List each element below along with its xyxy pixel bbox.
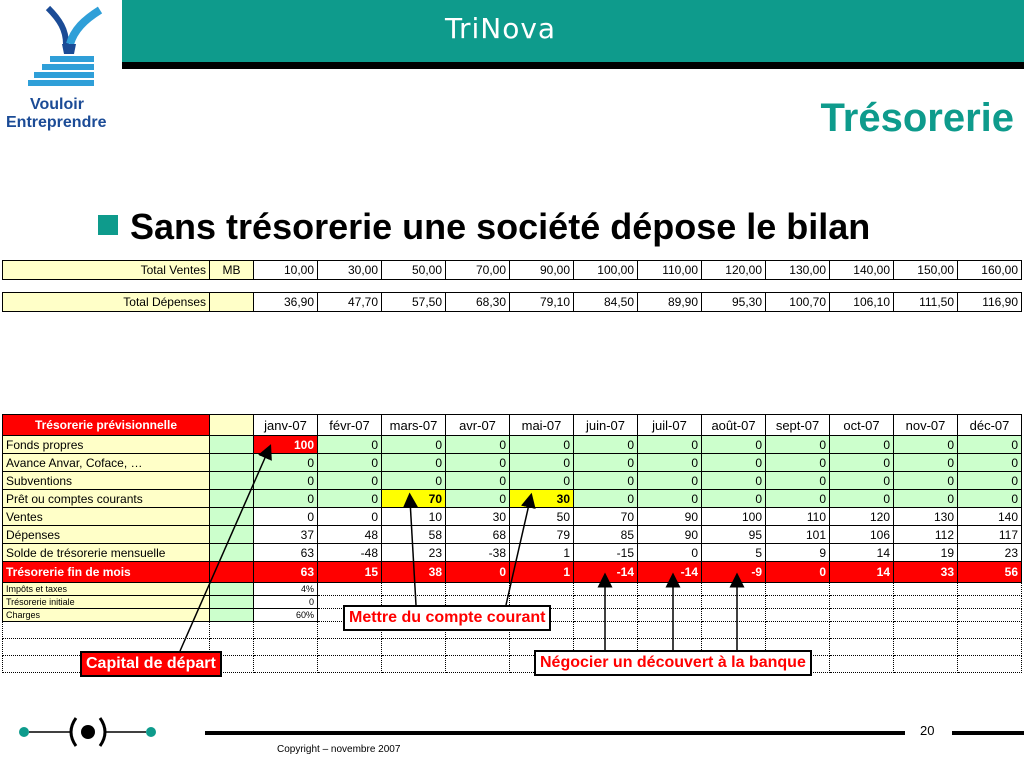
- unit-cell: [210, 293, 254, 312]
- param-value: 60%: [254, 609, 318, 622]
- value-cell: -9: [702, 562, 766, 583]
- row-label: Trésorerie fin de mois: [3, 562, 210, 583]
- value-cell: 37: [254, 526, 318, 544]
- empty-cell: [574, 622, 638, 639]
- logo-line2: Entreprendre: [6, 114, 107, 131]
- input-cell: [210, 583, 254, 596]
- value-cell: 0: [702, 454, 766, 472]
- param-label: Impôts et taxes: [3, 583, 210, 596]
- cell: 106,10: [830, 293, 894, 312]
- empty-cell: [958, 639, 1022, 656]
- value-cell: 0: [894, 436, 958, 454]
- value-cell: 0: [254, 508, 318, 526]
- value-cell: 0: [638, 472, 702, 490]
- table-row: [3, 508, 1022, 526]
- square-bullet-icon: [98, 215, 118, 235]
- value-cell: 112: [894, 526, 958, 544]
- month-header: déc-07: [958, 415, 1022, 436]
- value-cell: 70: [382, 490, 446, 508]
- value-cell: 0: [318, 490, 382, 508]
- value-cell: 0: [382, 454, 446, 472]
- value-cell: 100: [254, 436, 318, 454]
- empty-cell: [894, 656, 958, 673]
- value-cell: 68: [446, 526, 510, 544]
- empty-cell: [254, 656, 318, 673]
- value-cell: 1: [510, 562, 574, 583]
- value-cell: 48: [318, 526, 382, 544]
- empty-cell: [958, 609, 1022, 622]
- header-divider: [122, 62, 1024, 69]
- value-cell: 19: [894, 544, 958, 562]
- value-cell: 0: [638, 490, 702, 508]
- value-cell: 0: [318, 436, 382, 454]
- empty-cell: [254, 639, 318, 656]
- value-cell: 23: [958, 544, 1022, 562]
- empty-cell: [766, 596, 830, 609]
- value-cell: 101: [766, 526, 830, 544]
- month-header: oct-07: [830, 415, 894, 436]
- value-cell: 50: [510, 508, 574, 526]
- param-label: Trésorerie initiale: [3, 596, 210, 609]
- row-label: Ventes: [3, 508, 210, 526]
- slide-title: Trésorerie: [820, 96, 1014, 140]
- empty-cell: [830, 656, 894, 673]
- value-cell: 0: [574, 436, 638, 454]
- empty-cell: [894, 609, 958, 622]
- month-header: févr-07: [318, 415, 382, 436]
- header-bar: [122, 0, 1024, 62]
- value-cell: 0: [446, 562, 510, 583]
- brand-name: TriNova: [445, 12, 557, 45]
- value-cell: -48: [318, 544, 382, 562]
- cell: 68,30: [446, 293, 510, 312]
- value-cell: 56: [958, 562, 1022, 583]
- empty-cell: [894, 583, 958, 596]
- summary-table: [2, 260, 1022, 280]
- value-cell: 0: [958, 472, 1022, 490]
- value-cell: -14: [638, 562, 702, 583]
- empty-cell: [574, 609, 638, 622]
- value-cell: 0: [638, 454, 702, 472]
- table-row: [3, 490, 1022, 508]
- cell: 84,50: [574, 293, 638, 312]
- value-cell: 0: [510, 454, 574, 472]
- footer-divider: [205, 731, 905, 735]
- callout-compte-courant: Mettre du compte courant: [343, 605, 551, 631]
- value-cell: 130: [894, 508, 958, 526]
- row-label: Subventions: [3, 472, 210, 490]
- value-cell: 33: [894, 562, 958, 583]
- value-cell: 5: [702, 544, 766, 562]
- empty-cell: [382, 639, 446, 656]
- footer-divider-right: [952, 731, 1024, 735]
- value-cell: 23: [382, 544, 446, 562]
- value-cell: 0: [254, 490, 318, 508]
- value-cell: 0: [382, 472, 446, 490]
- value-cell: 117: [958, 526, 1022, 544]
- empty-cell: [702, 622, 766, 639]
- cell: 50,00: [382, 261, 446, 280]
- table-title: Trésorerie prévisionnelle: [3, 415, 210, 436]
- input-cell: [210, 454, 254, 472]
- value-cell: 90: [638, 508, 702, 526]
- value-cell: 0: [702, 436, 766, 454]
- empty-cell: [958, 622, 1022, 639]
- value-cell: 0: [894, 490, 958, 508]
- row-label: Total Dépenses: [3, 293, 210, 312]
- empty-cell: [638, 583, 702, 596]
- row-label: Total Ventes: [3, 261, 210, 280]
- value-cell: 0: [958, 490, 1022, 508]
- value-cell: 0: [638, 436, 702, 454]
- value-cell: 58: [382, 526, 446, 544]
- empty-cell: [830, 609, 894, 622]
- table-row: [3, 526, 1022, 544]
- cell: 116,90: [958, 293, 1022, 312]
- empty-cell: [638, 622, 702, 639]
- empty-cell: [702, 596, 766, 609]
- cash-forecast-table: [2, 414, 1022, 673]
- empty-cell: [958, 656, 1022, 673]
- value-cell: -14: [574, 562, 638, 583]
- param-value: 0: [254, 596, 318, 609]
- value-cell: 0: [766, 436, 830, 454]
- month-header: janv-07: [254, 415, 318, 436]
- value-cell: 0: [958, 454, 1022, 472]
- cell: 111,50: [894, 293, 958, 312]
- copyright: Copyright – novembre 2007: [277, 744, 401, 755]
- value-cell: 0: [574, 472, 638, 490]
- empty-cell: [894, 622, 958, 639]
- value-cell: 0: [830, 490, 894, 508]
- value-cell: 0: [510, 472, 574, 490]
- value-cell: 0: [766, 562, 830, 583]
- row-label: Avance Anvar, Coface, …: [3, 454, 210, 472]
- value-cell: 0: [446, 454, 510, 472]
- value-cell: 0: [830, 472, 894, 490]
- value-cell: 0: [702, 472, 766, 490]
- month-header: avr-07: [446, 415, 510, 436]
- cell: 150,00: [894, 261, 958, 280]
- empty-cell: [382, 656, 446, 673]
- value-cell: 90: [638, 526, 702, 544]
- header-blank: [210, 415, 254, 436]
- empty-cell: [446, 583, 510, 596]
- empty-cell: [894, 639, 958, 656]
- cell: 100,70: [766, 293, 830, 312]
- cell: 79,10: [510, 293, 574, 312]
- cell: 89,90: [638, 293, 702, 312]
- empty-cell: [958, 583, 1022, 596]
- empty-cell: [574, 583, 638, 596]
- value-cell: 106: [830, 526, 894, 544]
- empty-cell: [510, 583, 574, 596]
- table-row: [3, 436, 1022, 454]
- logo-icon: [0, 0, 122, 100]
- page-number: 20: [920, 723, 935, 738]
- value-cell: 10: [382, 508, 446, 526]
- cell: 30,00: [318, 261, 382, 280]
- value-cell: 0: [446, 472, 510, 490]
- callout-decouvert: Négocier un découvert à la banque: [534, 650, 812, 676]
- empty-cell: [830, 583, 894, 596]
- cell: 70,00: [446, 261, 510, 280]
- empty-cell: [958, 596, 1022, 609]
- cell: 47,70: [318, 293, 382, 312]
- value-cell: -38: [446, 544, 510, 562]
- empty-cell: [766, 622, 830, 639]
- value-cell: 0: [446, 490, 510, 508]
- value-cell: 0: [254, 454, 318, 472]
- empty-cell: [318, 656, 382, 673]
- value-cell: 0: [574, 454, 638, 472]
- value-cell: 120: [830, 508, 894, 526]
- cell: 110,00: [638, 261, 702, 280]
- value-cell: 15: [318, 562, 382, 583]
- cell: 36,90: [254, 293, 318, 312]
- value-cell: 0: [574, 490, 638, 508]
- value-cell: 0: [830, 436, 894, 454]
- cell: 100,00: [574, 261, 638, 280]
- input-cell: [210, 562, 254, 583]
- input-cell: [210, 596, 254, 609]
- cell: 160,00: [958, 261, 1022, 280]
- value-cell: 0: [318, 472, 382, 490]
- param-label: Charges: [3, 609, 210, 622]
- total-row: [3, 562, 1022, 583]
- month-header: nov-07: [894, 415, 958, 436]
- month-header: juin-07: [574, 415, 638, 436]
- param-value: 4%: [254, 583, 318, 596]
- cell: 90,00: [510, 261, 574, 280]
- input-cell: [210, 472, 254, 490]
- cell: 140,00: [830, 261, 894, 280]
- value-cell: 140: [958, 508, 1022, 526]
- table-row: [3, 454, 1022, 472]
- cell: 95,30: [702, 293, 766, 312]
- empty-cell: [446, 656, 510, 673]
- parameter-row: [3, 583, 1022, 596]
- month-header: juil-07: [638, 415, 702, 436]
- value-cell: 0: [446, 436, 510, 454]
- empty-cell: [318, 639, 382, 656]
- value-cell: 0: [958, 436, 1022, 454]
- table-row: [3, 293, 1022, 312]
- value-cell: 14: [830, 544, 894, 562]
- input-cell: [210, 436, 254, 454]
- value-cell: 63: [254, 562, 318, 583]
- trinova-mark-icon: [18, 712, 163, 752]
- table-row: [3, 544, 1022, 562]
- value-cell: 0: [254, 472, 318, 490]
- value-cell: 0: [510, 436, 574, 454]
- value-cell: 0: [318, 508, 382, 526]
- value-cell: 100: [702, 508, 766, 526]
- input-cell: [210, 544, 254, 562]
- value-cell: 0: [318, 454, 382, 472]
- empty-cell: [766, 583, 830, 596]
- row-label: Prêt ou comptes courants: [3, 490, 210, 508]
- cell: 57,50: [382, 293, 446, 312]
- value-cell: 63: [254, 544, 318, 562]
- value-cell: 9: [766, 544, 830, 562]
- table-header-row: [3, 415, 1022, 436]
- value-cell: -15: [574, 544, 638, 562]
- input-cell: [210, 526, 254, 544]
- value-cell: 95: [702, 526, 766, 544]
- value-cell: 0: [702, 490, 766, 508]
- empty-cell: [638, 609, 702, 622]
- empty-cell: [210, 622, 254, 639]
- empty-cell: [830, 639, 894, 656]
- empty-cell: [638, 596, 702, 609]
- unit-cell: MB: [210, 261, 254, 280]
- month-header: mars-07: [382, 415, 446, 436]
- empty-cell: [702, 583, 766, 596]
- value-cell: 79: [510, 526, 574, 544]
- table-row: [3, 472, 1022, 490]
- vouloir-entreprendre-logo: [0, 0, 122, 140]
- row-label: Dépenses: [3, 526, 210, 544]
- row-label: Fonds propres: [3, 436, 210, 454]
- value-cell: 30: [510, 490, 574, 508]
- empty-cell: [3, 622, 210, 639]
- empty-cell: [894, 596, 958, 609]
- logo-line1: Vouloir: [30, 96, 84, 113]
- value-cell: 0: [382, 436, 446, 454]
- value-cell: 0: [766, 472, 830, 490]
- empty-cell: [766, 609, 830, 622]
- cell: 10,00: [254, 261, 318, 280]
- bullet-text: Sans trésorerie une société dépose le bilan: [130, 206, 871, 247]
- month-header: sept-07: [766, 415, 830, 436]
- value-cell: 0: [894, 454, 958, 472]
- value-cell: 0: [830, 454, 894, 472]
- value-cell: 14: [830, 562, 894, 583]
- value-cell: 110: [766, 508, 830, 526]
- callout-capital: Capital de départ: [80, 651, 222, 677]
- value-cell: 85: [574, 526, 638, 544]
- value-cell: 38: [382, 562, 446, 583]
- month-header: mai-07: [510, 415, 574, 436]
- value-cell: 30: [446, 508, 510, 526]
- cell: 130,00: [766, 261, 830, 280]
- value-cell: 0: [638, 544, 702, 562]
- month-header: août-07: [702, 415, 766, 436]
- value-cell: 0: [894, 472, 958, 490]
- value-cell: 0: [766, 490, 830, 508]
- summary-table-expenses: [2, 292, 1022, 312]
- empty-cell: [702, 609, 766, 622]
- empty-cell: [446, 639, 510, 656]
- empty-cell: [830, 596, 894, 609]
- input-cell: [210, 508, 254, 526]
- table-row: [3, 261, 1022, 280]
- empty-cell: [254, 622, 318, 639]
- input-cell: [210, 490, 254, 508]
- row-label: Solde de trésorerie mensuelle: [3, 544, 210, 562]
- empty-cell: [382, 583, 446, 596]
- empty-cell: [574, 596, 638, 609]
- input-cell: [210, 609, 254, 622]
- bullet-point: [98, 206, 870, 248]
- value-cell: 1: [510, 544, 574, 562]
- empty-cell: [830, 622, 894, 639]
- value-cell: 0: [766, 454, 830, 472]
- empty-cell: [318, 583, 382, 596]
- cell: 120,00: [702, 261, 766, 280]
- value-cell: 70: [574, 508, 638, 526]
